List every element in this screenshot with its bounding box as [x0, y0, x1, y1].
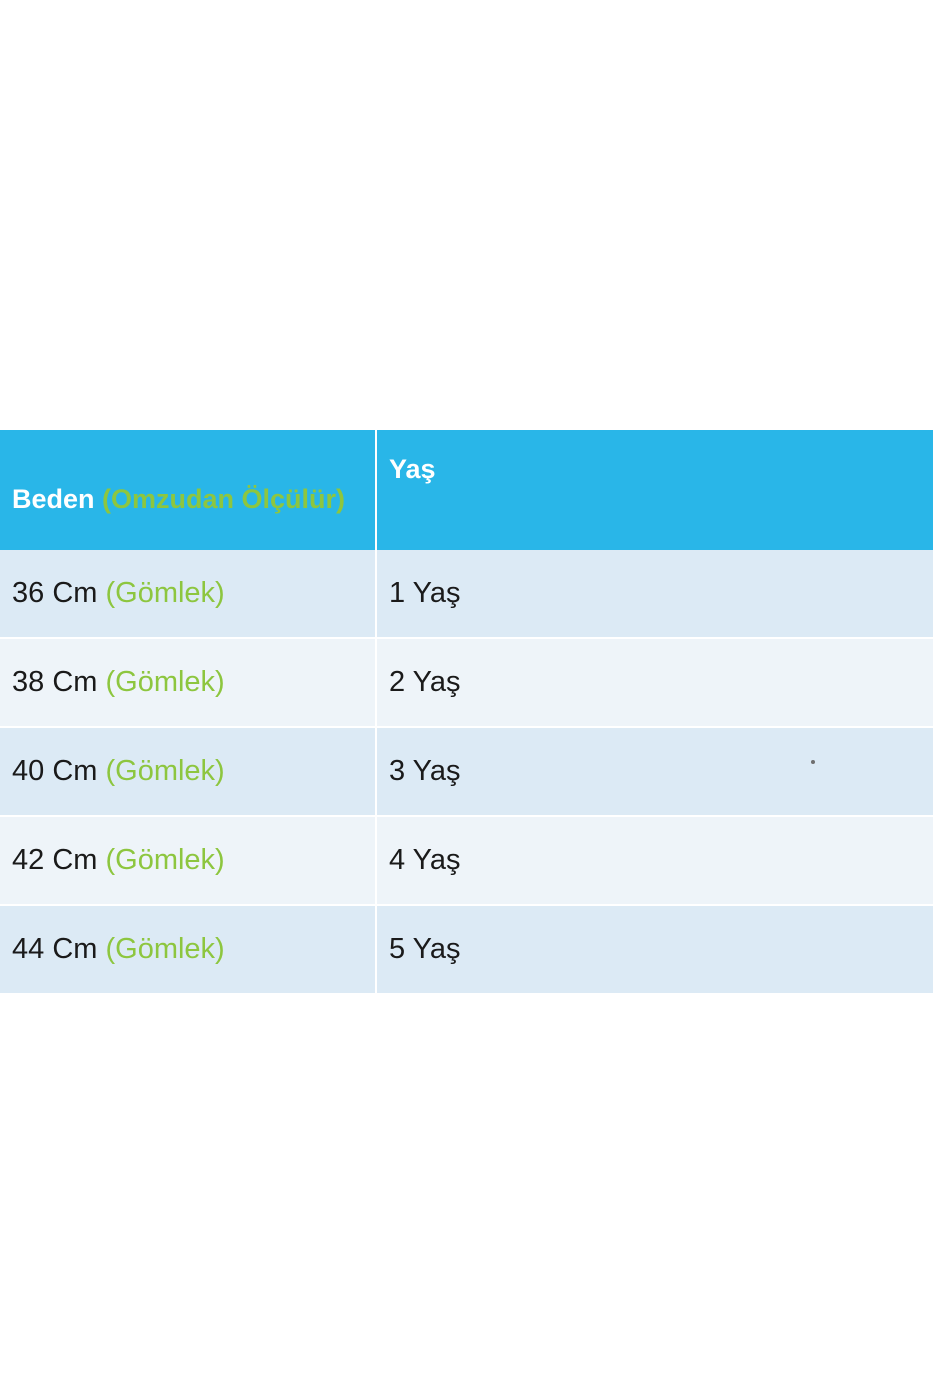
table-row	[0, 550, 933, 638]
cell-size-note: (Gömlek)	[105, 755, 225, 787]
cell-size	[0, 638, 376, 727]
column-header-size	[0, 430, 376, 550]
column-header-size-note: (Omzudan Ölçülür)	[102, 483, 346, 514]
column-header-age	[376, 430, 933, 550]
cell-age-value: 5 Yaş	[389, 933, 461, 965]
cell-age	[376, 638, 933, 727]
cell-age-value: 1 Yaş	[389, 577, 461, 609]
cell-age	[376, 550, 933, 638]
cell-age-value: 4 Yaş	[389, 844, 461, 876]
table-body	[0, 550, 933, 994]
cell-size	[0, 905, 376, 994]
cell-age-value: 3 Yaş	[389, 755, 461, 787]
cell-size-value: 38 Cm	[12, 666, 98, 698]
cell-age	[376, 816, 933, 905]
table-row	[0, 638, 933, 727]
column-header-size-main: Beden	[12, 483, 95, 514]
stray-dot-mark	[811, 760, 815, 764]
cell-size-value: 42 Cm	[12, 844, 98, 876]
size-chart-table	[0, 430, 933, 995]
cell-size-note: (Gömlek)	[105, 844, 225, 876]
table-row	[0, 816, 933, 905]
cell-size-note: (Gömlek)	[105, 577, 225, 609]
column-header-age-label: Yaş	[389, 454, 436, 484]
cell-size-note: (Gömlek)	[105, 933, 225, 965]
table-row	[0, 905, 933, 994]
table-row	[0, 727, 933, 816]
table-header	[0, 430, 933, 550]
cell-size-value: 40 Cm	[12, 755, 98, 787]
cell-size-note: (Gömlek)	[105, 666, 225, 698]
cell-age-value: 2 Yaş	[389, 666, 461, 698]
cell-size	[0, 816, 376, 905]
table-header-row	[0, 430, 933, 550]
cell-size	[0, 727, 376, 816]
cell-age	[376, 727, 933, 816]
cell-size-value: 44 Cm	[12, 933, 98, 965]
cell-size-value: 36 Cm	[12, 577, 98, 609]
cell-size	[0, 550, 376, 638]
cell-age	[376, 905, 933, 994]
